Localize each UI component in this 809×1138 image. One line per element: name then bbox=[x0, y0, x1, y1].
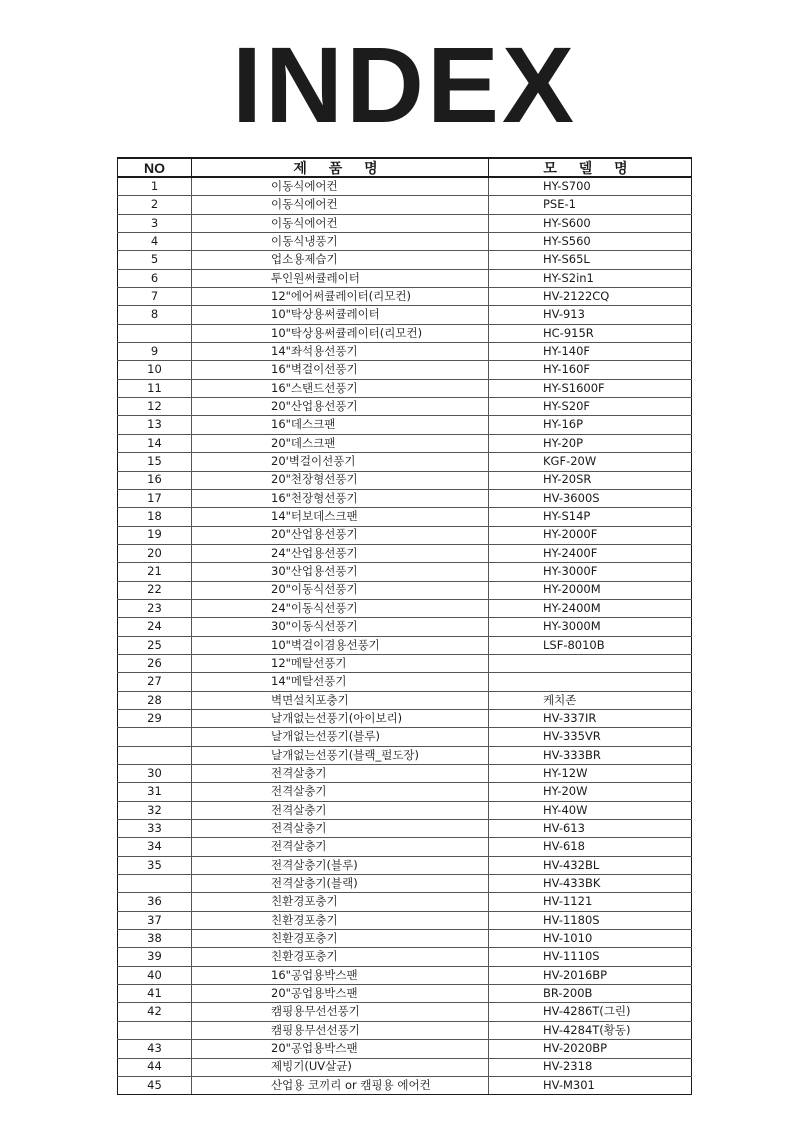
table-row bbox=[118, 893, 692, 911]
row-number: 17 bbox=[118, 489, 192, 507]
table-row bbox=[118, 948, 692, 966]
row-number bbox=[118, 1021, 192, 1039]
row-number: 31 bbox=[118, 783, 192, 801]
table-row bbox=[118, 966, 692, 984]
table-row bbox=[118, 269, 692, 287]
row-number: 43 bbox=[118, 1040, 192, 1058]
table-row bbox=[118, 1040, 692, 1058]
table-row bbox=[118, 416, 692, 434]
product-name: 제빙기(UV살균) bbox=[192, 1058, 489, 1076]
model-name: HY-160F bbox=[489, 361, 692, 379]
product-name: 14"좌석용선풍기 bbox=[192, 343, 489, 361]
product-name: 16"천장형선풍기 bbox=[192, 489, 489, 507]
row-number: 30 bbox=[118, 765, 192, 783]
table-row bbox=[118, 985, 692, 1003]
table-row bbox=[118, 636, 692, 654]
product-name: 30"산업용선풍기 bbox=[192, 563, 489, 581]
row-number: 42 bbox=[118, 1003, 192, 1021]
table-row bbox=[118, 1021, 692, 1039]
row-number: 28 bbox=[118, 691, 192, 709]
table-row bbox=[118, 691, 692, 709]
product-name: 산업용 코끼리 or 캠핑용 에어컨 bbox=[192, 1076, 489, 1094]
product-name: 이동식에어컨 bbox=[192, 214, 489, 232]
model-name: 케치존 bbox=[489, 691, 692, 709]
column-header-no: NO bbox=[118, 158, 192, 177]
table-row bbox=[118, 820, 692, 838]
table-row bbox=[118, 838, 692, 856]
table-row bbox=[118, 930, 692, 948]
model-name: HV-333BR bbox=[489, 746, 692, 764]
model-name: HY-2000F bbox=[489, 526, 692, 544]
model-name: KGF-20W bbox=[489, 453, 692, 471]
row-number: 14 bbox=[118, 434, 192, 452]
model-name: HY-2400M bbox=[489, 599, 692, 617]
row-number: 4 bbox=[118, 233, 192, 251]
row-number: 21 bbox=[118, 563, 192, 581]
table-row bbox=[118, 544, 692, 562]
row-number: 15 bbox=[118, 453, 192, 471]
row-number: 38 bbox=[118, 930, 192, 948]
table-row bbox=[118, 398, 692, 416]
table-body bbox=[118, 177, 692, 1095]
product-name: 20"공업용박스팬 bbox=[192, 985, 489, 1003]
product-name: 전격살충기(블랙) bbox=[192, 875, 489, 893]
table-row bbox=[118, 654, 692, 672]
table-row bbox=[118, 728, 692, 746]
product-name: 12"에어써큘레이터(리모컨) bbox=[192, 288, 489, 306]
model-name: HY-S600 bbox=[489, 214, 692, 232]
table-row bbox=[118, 471, 692, 489]
table-row bbox=[118, 489, 692, 507]
model-name: HV-1121 bbox=[489, 893, 692, 911]
product-name: 10"벽걸이겸용선풍기 bbox=[192, 636, 489, 654]
table-row bbox=[118, 177, 692, 196]
product-name: 벽면설치포충기 bbox=[192, 691, 489, 709]
model-name: HY-3000F bbox=[489, 563, 692, 581]
model-name: HC-915R bbox=[489, 324, 692, 342]
row-number: 11 bbox=[118, 379, 192, 397]
row-number: 33 bbox=[118, 820, 192, 838]
table-row bbox=[118, 343, 692, 361]
table-row bbox=[118, 1076, 692, 1094]
table-row bbox=[118, 673, 692, 691]
table-row bbox=[118, 196, 692, 214]
product-name: 20"이동식선풍기 bbox=[192, 581, 489, 599]
row-number: 27 bbox=[118, 673, 192, 691]
product-name: 14"메탈선풍기 bbox=[192, 673, 489, 691]
row-number: 10 bbox=[118, 361, 192, 379]
product-name: 업소용제습기 bbox=[192, 251, 489, 269]
row-number: 19 bbox=[118, 526, 192, 544]
model-name: HV-4286T(그린) bbox=[489, 1003, 692, 1021]
row-number: 22 bbox=[118, 581, 192, 599]
product-name: 캠핑용무선선풍기 bbox=[192, 1021, 489, 1039]
table-row bbox=[118, 856, 692, 874]
product-name: 20"공업용박스팬 bbox=[192, 1040, 489, 1058]
row-number bbox=[118, 728, 192, 746]
product-name: 20'벽걸이선풍기 bbox=[192, 453, 489, 471]
product-name: 이동식에어컨 bbox=[192, 177, 489, 196]
table-row bbox=[118, 361, 692, 379]
row-number bbox=[118, 746, 192, 764]
product-name: 날개없는선풍기(아이보리) bbox=[192, 709, 489, 727]
row-number: 37 bbox=[118, 911, 192, 929]
product-name: 24"이동식선풍기 bbox=[192, 599, 489, 617]
row-number: 5 bbox=[118, 251, 192, 269]
row-number: 41 bbox=[118, 985, 192, 1003]
table-row bbox=[118, 526, 692, 544]
row-number: 24 bbox=[118, 618, 192, 636]
table-row bbox=[118, 434, 692, 452]
model-name: HY-2400F bbox=[489, 544, 692, 562]
row-number: 23 bbox=[118, 599, 192, 617]
table-row bbox=[118, 214, 692, 232]
model-name: HY-S560 bbox=[489, 233, 692, 251]
model-name: HY-S2in1 bbox=[489, 269, 692, 287]
product-name: 14"터보데스크팬 bbox=[192, 508, 489, 526]
row-number: 16 bbox=[118, 471, 192, 489]
table-row bbox=[118, 709, 692, 727]
model-name: HV-M301 bbox=[489, 1076, 692, 1094]
row-number: 9 bbox=[118, 343, 192, 361]
row-number bbox=[118, 875, 192, 893]
product-name: 16"벽걸이선풍기 bbox=[192, 361, 489, 379]
row-number: 1 bbox=[118, 177, 192, 196]
model-name: HV-2122CQ bbox=[489, 288, 692, 306]
model-name: HV-1110S bbox=[489, 948, 692, 966]
model-name: HY-20P bbox=[489, 434, 692, 452]
model-name: HY-140F bbox=[489, 343, 692, 361]
row-number: 39 bbox=[118, 948, 192, 966]
product-name: 30"이동식선풍기 bbox=[192, 618, 489, 636]
table-row bbox=[118, 746, 692, 764]
model-name: HY-2000M bbox=[489, 581, 692, 599]
model-name bbox=[489, 673, 692, 691]
product-name: 이동식에어컨 bbox=[192, 196, 489, 214]
table-row bbox=[118, 599, 692, 617]
row-number: 29 bbox=[118, 709, 192, 727]
model-name: HV-433BK bbox=[489, 875, 692, 893]
product-name: 친환경포충기 bbox=[192, 893, 489, 911]
row-number: 6 bbox=[118, 269, 192, 287]
row-number: 20 bbox=[118, 544, 192, 562]
model-name: HV-4284T(황동) bbox=[489, 1021, 692, 1039]
table-row bbox=[118, 875, 692, 893]
product-name: 20"산업용선풍기 bbox=[192, 398, 489, 416]
product-name: 전격살충기 bbox=[192, 765, 489, 783]
model-name bbox=[489, 654, 692, 672]
table-row bbox=[118, 379, 692, 397]
table-header-row bbox=[118, 158, 692, 177]
model-name: HV-2318 bbox=[489, 1058, 692, 1076]
table-row bbox=[118, 288, 692, 306]
product-name: 친환경포충기 bbox=[192, 911, 489, 929]
product-name: 20"데스크팬 bbox=[192, 434, 489, 452]
row-number: 18 bbox=[118, 508, 192, 526]
product-name: 20"천장형선풍기 bbox=[192, 471, 489, 489]
column-header-model: 모 델 명 bbox=[489, 158, 692, 177]
model-name: HY-20SR bbox=[489, 471, 692, 489]
model-name: HV-2020BP bbox=[489, 1040, 692, 1058]
product-name: 20"산업용선풍기 bbox=[192, 526, 489, 544]
table-row bbox=[118, 911, 692, 929]
model-name: HV-335VR bbox=[489, 728, 692, 746]
row-number: 3 bbox=[118, 214, 192, 232]
model-name: HV-613 bbox=[489, 820, 692, 838]
row-number: 13 bbox=[118, 416, 192, 434]
row-number: 7 bbox=[118, 288, 192, 306]
product-name: 전격살충기 bbox=[192, 838, 489, 856]
product-name: 16"스탠드선풍기 bbox=[192, 379, 489, 397]
table-row bbox=[118, 233, 692, 251]
product-name: 16"데스크팬 bbox=[192, 416, 489, 434]
product-name: 10"탁상용써큘레이터 bbox=[192, 306, 489, 324]
model-name: HY-S1600F bbox=[489, 379, 692, 397]
product-name: 전격살충기 bbox=[192, 801, 489, 819]
row-number: 34 bbox=[118, 838, 192, 856]
product-name: 투인원써큘레이터 bbox=[192, 269, 489, 287]
table-row bbox=[118, 508, 692, 526]
row-number: 8 bbox=[118, 306, 192, 324]
model-name: HV-1010 bbox=[489, 930, 692, 948]
model-name: BR-200B bbox=[489, 985, 692, 1003]
model-name: HY-3000M bbox=[489, 618, 692, 636]
table-row bbox=[118, 324, 692, 342]
column-header-product: 제 품 명 bbox=[192, 158, 489, 177]
table-row bbox=[118, 765, 692, 783]
table-row bbox=[118, 306, 692, 324]
model-name: PSE-1 bbox=[489, 196, 692, 214]
model-name: HV-337IR bbox=[489, 709, 692, 727]
model-name: HY-S20F bbox=[489, 398, 692, 416]
model-name: HV-2016BP bbox=[489, 966, 692, 984]
model-name: HY-20W bbox=[489, 783, 692, 801]
model-name: HV-1180S bbox=[489, 911, 692, 929]
model-name: HV-432BL bbox=[489, 856, 692, 874]
table-row bbox=[118, 1003, 692, 1021]
row-number: 44 bbox=[118, 1058, 192, 1076]
product-name: 10"탁상용써큘레이터(리모컨) bbox=[192, 324, 489, 342]
row-number: 40 bbox=[118, 966, 192, 984]
product-name: 전격살충기 bbox=[192, 820, 489, 838]
table-row bbox=[118, 581, 692, 599]
product-name: 이동식냉풍기 bbox=[192, 233, 489, 251]
table-row bbox=[118, 453, 692, 471]
product-name: 24"산업용선풍기 bbox=[192, 544, 489, 562]
table-row bbox=[118, 801, 692, 819]
product-name: 12"메탈선풍기 bbox=[192, 654, 489, 672]
model-name: HY-40W bbox=[489, 801, 692, 819]
row-number: 25 bbox=[118, 636, 192, 654]
row-number bbox=[118, 324, 192, 342]
model-name: HY-S65L bbox=[489, 251, 692, 269]
product-name: 친환경포충기 bbox=[192, 948, 489, 966]
row-number: 35 bbox=[118, 856, 192, 874]
row-number: 12 bbox=[118, 398, 192, 416]
page-title: INDEX bbox=[231, 24, 578, 145]
table-row bbox=[118, 563, 692, 581]
model-name: HY-12W bbox=[489, 765, 692, 783]
row-number: 2 bbox=[118, 196, 192, 214]
table-row bbox=[118, 618, 692, 636]
model-name: HV-618 bbox=[489, 838, 692, 856]
table-row bbox=[118, 251, 692, 269]
table-row bbox=[118, 1058, 692, 1076]
row-number: 45 bbox=[118, 1076, 192, 1094]
model-name: HY-S700 bbox=[489, 177, 692, 196]
model-name: HY-16P bbox=[489, 416, 692, 434]
model-name: HY-S14P bbox=[489, 508, 692, 526]
row-number: 32 bbox=[118, 801, 192, 819]
product-name: 전격살충기 bbox=[192, 783, 489, 801]
row-number: 26 bbox=[118, 654, 192, 672]
product-name: 날개없는선풍기(블루) bbox=[192, 728, 489, 746]
model-name: HV-913 bbox=[489, 306, 692, 324]
model-name: LSF-8010B bbox=[489, 636, 692, 654]
table-row bbox=[118, 783, 692, 801]
model-name: HV-3600S bbox=[489, 489, 692, 507]
product-name: 캠핑용무선선풍기 bbox=[192, 1003, 489, 1021]
product-name: 전격살충기(블루) bbox=[192, 856, 489, 874]
index-table bbox=[117, 157, 692, 1095]
product-name: 날개없는선풍기(블랙_펄도장) bbox=[192, 746, 489, 764]
product-name: 16"공업용박스팬 bbox=[192, 966, 489, 984]
product-name: 친환경포충기 bbox=[192, 930, 489, 948]
row-number: 36 bbox=[118, 893, 192, 911]
